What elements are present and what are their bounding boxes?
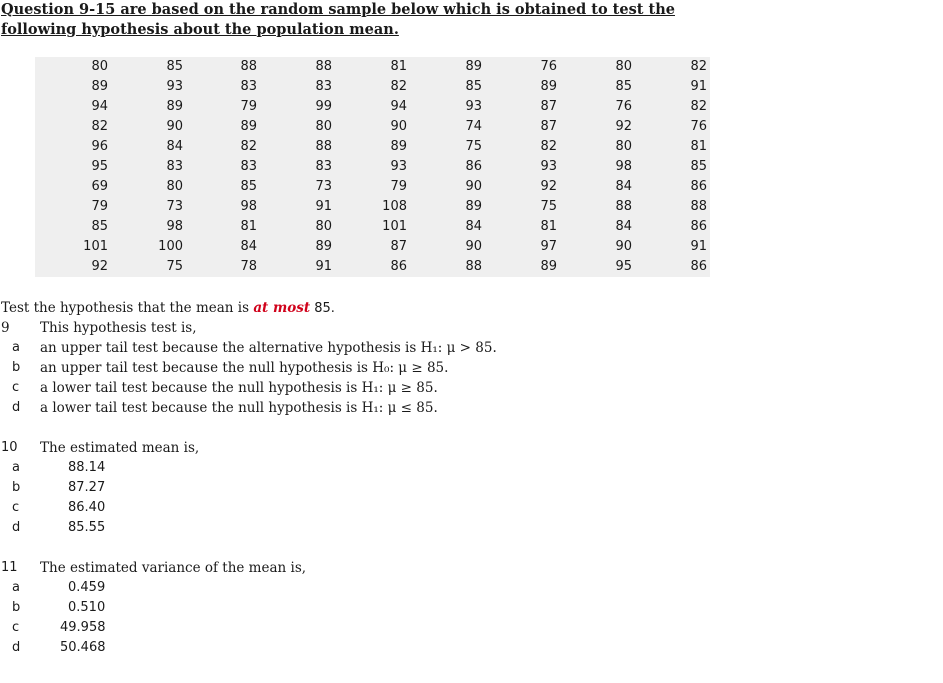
sample-cell: 73 <box>315 179 332 194</box>
sample-cell: 89 <box>540 79 557 94</box>
sample-cell: 82 <box>690 99 707 114</box>
sample-cell: 90 <box>166 119 183 134</box>
sample-cell: 81 <box>240 219 257 234</box>
sample-cell: 84 <box>615 179 632 194</box>
sample-cell: 98 <box>240 199 257 214</box>
sample-cell: 101 <box>382 219 407 234</box>
sample-cell: 98 <box>615 159 632 174</box>
sample-cell: 90 <box>615 239 632 254</box>
q9-text: This hypothesis test is, <box>40 320 197 336</box>
sample-cell: 84 <box>240 239 257 254</box>
sample-cell: 93 <box>465 99 482 114</box>
sample-cell: 83 <box>240 79 257 94</box>
sample-cell: 89 <box>240 119 257 134</box>
sample-cell: 92 <box>91 259 108 274</box>
sample-cell: 91 <box>315 259 332 274</box>
sample-cell: 82 <box>91 119 108 134</box>
sample-cell: 95 <box>615 259 632 274</box>
sample-cell: 84 <box>166 139 183 154</box>
sample-cell: 79 <box>240 99 257 114</box>
sample-cell: 80 <box>615 139 632 154</box>
sample-cell: 69 <box>91 179 108 194</box>
sample-cell: 82 <box>240 139 257 154</box>
q9-number: 9 <box>1 320 10 336</box>
q10-option-b: 87.27 <box>68 480 106 495</box>
sample-cell: 91 <box>315 199 332 214</box>
sample-cell: 84 <box>465 219 482 234</box>
sample-cell: 80 <box>615 59 632 74</box>
q9-option-b-label: b <box>12 360 21 375</box>
sample-cell: 101 <box>83 239 108 254</box>
q9-option-a: an upper tail test because the alternative hypothesis is H₁: μ > 85. <box>40 340 497 356</box>
sample-cell: 75 <box>166 259 183 274</box>
sample-cell: 85 <box>240 179 257 194</box>
sample-cell: 86 <box>465 159 482 174</box>
sample-cell: 86 <box>690 259 707 274</box>
intro-suffix: 85. <box>310 301 335 316</box>
q11-option-c-label: c <box>12 620 20 635</box>
heading-line-1: Question 9-15 are based on the random sample below which is obtained to test the <box>1 1 675 18</box>
sample-cell: 89 <box>315 239 332 254</box>
sample-cell: 96 <box>91 139 108 154</box>
q10-option-b-label: b <box>12 480 21 495</box>
sample-cell: 82 <box>390 79 407 94</box>
q10-number: 10 <box>1 440 18 455</box>
sample-cell: 82 <box>540 139 557 154</box>
sample-cell: 89 <box>390 139 407 154</box>
intro-emphasis: at most <box>253 300 311 316</box>
sample-cell: 88 <box>240 59 257 74</box>
sample-cell: 83 <box>315 79 332 94</box>
sample-cell: 108 <box>382 199 407 214</box>
q9-option-d-label: d <box>12 400 21 415</box>
sample-cell: 83 <box>315 159 332 174</box>
q10-option-d-label: d <box>12 520 21 535</box>
sample-cell: 92 <box>615 119 632 134</box>
sample-cell: 93 <box>390 159 407 174</box>
sample-cell: 91 <box>690 239 707 254</box>
sample-cell: 89 <box>91 79 108 94</box>
sample-cell: 85 <box>615 79 632 94</box>
q10-option-a-label: a <box>12 460 20 475</box>
sample-cell: 93 <box>166 79 183 94</box>
sample-cell: 94 <box>390 99 407 114</box>
sample-cell: 75 <box>465 139 482 154</box>
sample-cell: 87 <box>390 239 407 254</box>
sample-cell: 74 <box>465 119 482 134</box>
sample-data-table <box>35 57 710 277</box>
sample-cell: 76 <box>540 59 557 74</box>
sample-cell: 89 <box>465 199 482 214</box>
sample-cell: 94 <box>91 99 108 114</box>
sample-cell: 84 <box>615 219 632 234</box>
sample-cell: 80 <box>166 179 183 194</box>
sample-cell: 97 <box>540 239 557 254</box>
sample-cell: 81 <box>540 219 557 234</box>
sample-cell: 76 <box>615 99 632 114</box>
heading-line-2: following hypothesis about the population mean. <box>1 21 399 38</box>
sample-cell: 100 <box>158 239 183 254</box>
sample-cell: 86 <box>390 259 407 274</box>
sample-cell: 75 <box>540 199 557 214</box>
sample-cell: 87 <box>540 99 557 114</box>
sample-cell: 82 <box>690 59 707 74</box>
sample-cell: 79 <box>390 179 407 194</box>
sample-cell: 90 <box>465 239 482 254</box>
question-heading <box>1 0 675 40</box>
q9-option-c-label: c <box>12 380 20 395</box>
q10-option-a: 88.14 <box>68 460 106 475</box>
q11-number: 11 <box>1 560 18 575</box>
sample-cell: 81 <box>390 59 407 74</box>
sample-cell: 90 <box>465 179 482 194</box>
sample-cell: 78 <box>240 259 257 274</box>
sample-cell: 81 <box>690 139 707 154</box>
sample-cell: 79 <box>91 199 108 214</box>
sample-cell: 80 <box>315 219 332 234</box>
sample-cell: 90 <box>390 119 407 134</box>
intro-prefix: Test the hypothesis that the mean is <box>1 300 254 316</box>
hypothesis-statement <box>1 298 335 319</box>
sample-cell: 89 <box>166 99 183 114</box>
sample-cell: 88 <box>315 139 332 154</box>
sample-cell: 86 <box>690 179 707 194</box>
sample-cell: 85 <box>465 79 482 94</box>
sample-cell: 83 <box>240 159 257 174</box>
q9-option-d: a lower tail test because the null hypothesis is H₁: μ ≤ 85. <box>40 400 438 416</box>
sample-cell: 98 <box>166 219 183 234</box>
sample-cell: 95 <box>91 159 108 174</box>
q11-option-d-label: d <box>12 640 21 655</box>
sample-cell: 93 <box>540 159 557 174</box>
sample-cell: 99 <box>315 99 332 114</box>
q11-option-a: 0.459 <box>68 580 106 595</box>
sample-cell: 92 <box>540 179 557 194</box>
q11-option-d: 50.468 <box>60 640 106 655</box>
sample-cell: 88 <box>615 199 632 214</box>
q11-option-b: 0.510 <box>68 600 106 615</box>
sample-cell: 80 <box>91 59 108 74</box>
q9-option-c: a lower tail test because the null hypothesis is H₁: μ ≥ 85. <box>40 380 438 396</box>
sample-cell: 88 <box>315 59 332 74</box>
sample-cell: 85 <box>690 159 707 174</box>
q10-option-d: 85.55 <box>68 520 106 535</box>
sample-cell: 83 <box>166 159 183 174</box>
sample-cell: 88 <box>465 259 482 274</box>
q9-option-a-label: a <box>12 340 20 355</box>
sample-cell: 91 <box>690 79 707 94</box>
sample-cell: 87 <box>540 119 557 134</box>
sample-cell: 85 <box>166 59 183 74</box>
q10-text: The estimated mean is, <box>40 440 200 456</box>
sample-cell: 88 <box>690 199 707 214</box>
q11-option-b-label: b <box>12 600 21 615</box>
q11-text: The estimated variance of the mean is, <box>40 560 307 576</box>
q9-option-b: an upper tail test because the null hypothesis is H₀: μ ≥ 85. <box>40 360 449 376</box>
sample-cell: 80 <box>315 119 332 134</box>
q11-option-c: 49.958 <box>60 620 106 635</box>
sample-cell: 73 <box>166 199 183 214</box>
sample-cell: 76 <box>690 119 707 134</box>
sample-cell: 85 <box>91 219 108 234</box>
q10-option-c-label: c <box>12 500 20 515</box>
q11-option-a-label: a <box>12 580 20 595</box>
sample-cell: 86 <box>690 219 707 234</box>
sample-cell: 89 <box>465 59 482 74</box>
q10-option-c: 86.40 <box>68 500 106 515</box>
sample-cell: 89 <box>540 259 557 274</box>
